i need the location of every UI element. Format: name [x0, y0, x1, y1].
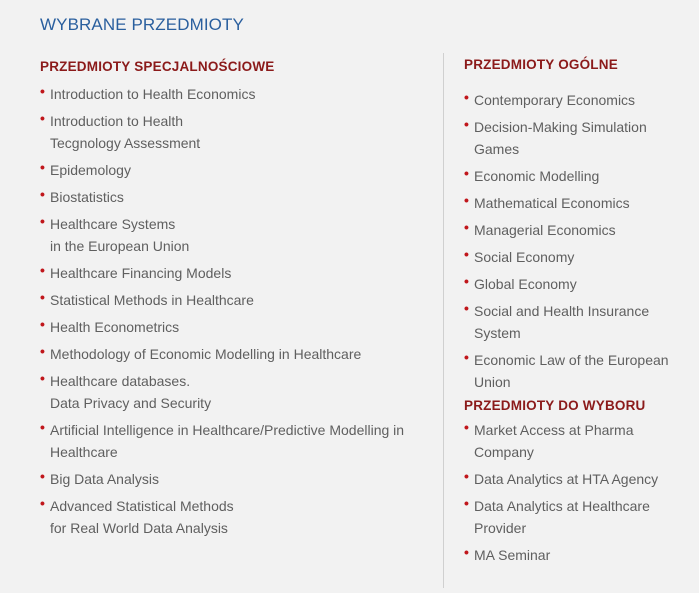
- bullet-icon: •: [464, 273, 469, 289]
- specialty-heading: PRZEDMIOTY SPECJALNOŚCIOWE: [40, 59, 275, 74]
- list-item: [464, 419, 694, 463]
- list-item: [464, 468, 694, 490]
- list-item: [40, 419, 430, 463]
- list-item: [464, 273, 694, 295]
- bullet-icon: •: [464, 165, 469, 181]
- list-item: [40, 213, 430, 257]
- bullet-icon: •: [464, 300, 469, 316]
- item-label: Market Access at Pharma Company: [474, 422, 634, 460]
- item-label: Managerial Economics: [474, 222, 616, 238]
- bullet-icon: •: [40, 262, 45, 278]
- bullet-icon: •: [40, 316, 45, 332]
- bullet-icon: •: [40, 468, 45, 484]
- bullet-icon: •: [464, 349, 469, 365]
- item-label: Social Economy: [474, 249, 575, 265]
- item-label: Contemporary Economics: [474, 92, 636, 108]
- item-label: Data Analytics at Healthcare Provider: [474, 498, 650, 536]
- list-item: [40, 262, 430, 284]
- bullet-icon: •: [40, 419, 45, 435]
- list-item: [464, 495, 694, 539]
- list-item: [464, 349, 694, 393]
- item-label: Introduction to Health Economics: [50, 86, 256, 102]
- bullet-icon: •: [464, 192, 469, 208]
- list-item: [40, 343, 430, 365]
- list-item: [40, 83, 430, 105]
- bullet-icon: •: [464, 544, 469, 560]
- bullet-icon: •: [40, 343, 45, 359]
- list-item: [40, 159, 430, 181]
- item-label: Healthcare Financing Models: [50, 265, 232, 281]
- bullet-icon: •: [40, 495, 45, 511]
- specialty-list: [40, 83, 430, 539]
- item-label: Economic Law of the European Union: [474, 352, 669, 390]
- item-label: Introduction to Health Tecgnology Assessment: [50, 113, 201, 151]
- page-title: WYBRANE PRZEDMIOTY: [40, 15, 244, 34]
- item-label: Decision-Making Simulation Games: [474, 119, 647, 157]
- item-label: Methodology of Economic Modelling in Healthcare: [50, 346, 362, 362]
- bullet-icon: •: [464, 89, 469, 105]
- bullet-icon: •: [40, 186, 45, 202]
- general-heading: PRZEDMIOTY OGÓLNE: [464, 57, 618, 72]
- item-label: Statistical Methods in Healthcare: [50, 292, 254, 308]
- list-item: [464, 246, 694, 268]
- item-label: Healthcare databases. Data Privacy and Security: [50, 373, 212, 411]
- bullet-icon: •: [464, 419, 469, 435]
- item-label: Mathematical Economics: [474, 195, 630, 211]
- list-item: [464, 192, 694, 214]
- list-item: [40, 110, 430, 154]
- list-item: [464, 219, 694, 241]
- bullet-icon: •: [40, 159, 45, 175]
- general-list: [464, 89, 694, 393]
- item-label: Economic Modelling: [474, 168, 600, 184]
- elective-list: [464, 419, 694, 566]
- elective-heading: PRZEDMIOTY DO WYBORU: [464, 398, 646, 413]
- item-label: Health Econometrics: [50, 319, 180, 335]
- list-item: [40, 316, 430, 338]
- bullet-icon: •: [464, 246, 469, 262]
- list-item: [40, 289, 430, 311]
- item-label: Epidemology: [50, 162, 131, 178]
- item-label: MA Seminar: [474, 547, 551, 563]
- list-item: [464, 300, 694, 344]
- bullet-icon: •: [40, 370, 45, 386]
- item-label: Data Analytics at HTA Agency: [474, 471, 659, 487]
- list-item: [40, 495, 430, 539]
- list-item: [464, 116, 694, 160]
- column-divider: [443, 53, 444, 588]
- item-label: Healthcare Systems in the European Union: [50, 216, 190, 254]
- bullet-icon: •: [464, 116, 469, 132]
- bullet-icon: •: [464, 219, 469, 235]
- item-label: Advanced Statistical Methods for Real World Data Analysis: [50, 498, 234, 536]
- bullet-icon: •: [40, 110, 45, 126]
- list-item: [40, 186, 430, 208]
- item-label: Biostatistics: [50, 189, 124, 205]
- item-label: Social and Health Insurance System: [474, 303, 650, 341]
- bullet-icon: •: [40, 213, 45, 229]
- bullet-icon: •: [40, 83, 45, 99]
- bullet-icon: •: [464, 468, 469, 484]
- item-label: Global Economy: [474, 276, 577, 292]
- right-column: [464, 56, 694, 571]
- list-item: [464, 89, 694, 111]
- list-item: [40, 370, 430, 414]
- specialty-column: [40, 58, 430, 544]
- bullet-icon: •: [464, 495, 469, 511]
- list-item: [464, 544, 694, 566]
- list-item: [40, 468, 430, 490]
- list-item: [464, 165, 694, 187]
- item-label: Big Data Analysis: [50, 471, 159, 487]
- item-label: Artificial Intelligence in Healthcare/Predictive Modelling in Healthcare: [50, 422, 405, 460]
- bullet-icon: •: [40, 289, 45, 305]
